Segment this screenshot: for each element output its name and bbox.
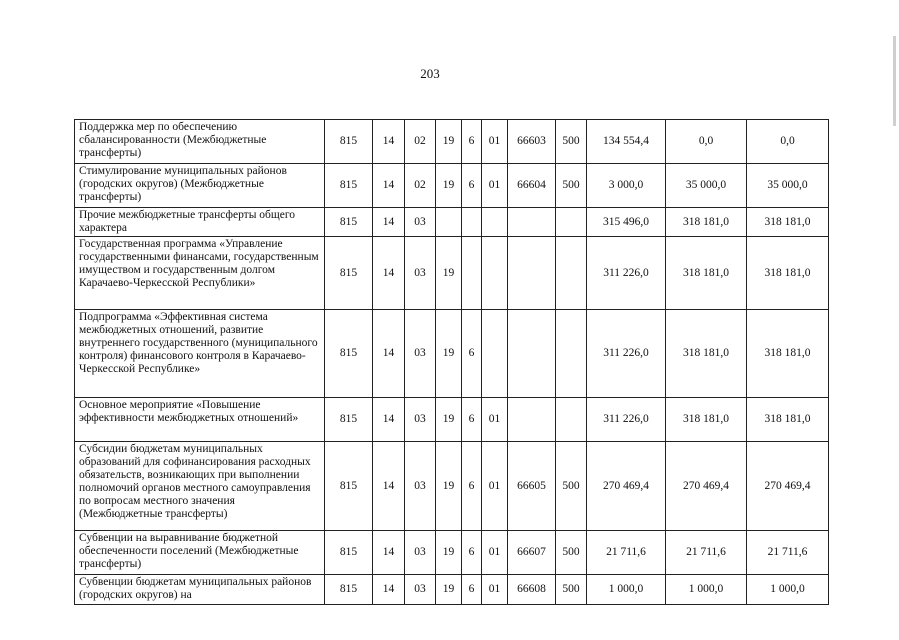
amount-year-3: 1 000,0 xyxy=(747,575,829,605)
code-expense-type: 500 xyxy=(556,575,587,605)
amount-year-3: 0,0 xyxy=(747,120,829,164)
code-subprogram: 6 xyxy=(462,310,482,398)
code-expense-type xyxy=(556,310,587,398)
code-section: 14 xyxy=(373,310,405,398)
code-program: 19 xyxy=(436,237,462,310)
code-section: 14 xyxy=(373,531,405,575)
code-ministry: 815 xyxy=(325,310,373,398)
code-program xyxy=(436,208,462,237)
code-direction xyxy=(508,237,556,310)
row-name: Основное мероприятие «Повышение эффективности межбюджетных отношений» xyxy=(75,398,325,442)
code-subprogram: 6 xyxy=(462,531,482,575)
amount-year-3: 318 181,0 xyxy=(747,208,829,237)
code-direction: 66605 xyxy=(508,442,556,531)
code-direction xyxy=(508,208,556,237)
budget-table xyxy=(74,119,829,605)
page-number: 203 xyxy=(420,66,440,81)
code-expense-type: 500 xyxy=(556,442,587,531)
amount-year-1: 311 226,0 xyxy=(587,310,666,398)
row-name: Государственная программа «Управление государственными финансами, государственным имуществом и государственным долгом Карачаево-Черкесской Республики» xyxy=(75,237,325,310)
amount-year-1: 134 554,4 xyxy=(587,120,666,164)
code-ministry: 815 xyxy=(325,164,373,208)
amount-year-2: 21 711,6 xyxy=(666,531,747,575)
code-section: 14 xyxy=(373,208,405,237)
amount-year-3: 318 181,0 xyxy=(747,310,829,398)
code-direction: 66608 xyxy=(508,575,556,605)
code-subprogram: 6 xyxy=(462,398,482,442)
code-ministry: 815 xyxy=(325,398,373,442)
code-section: 14 xyxy=(373,164,405,208)
row-name: Субсидии бюджетам муниципальных образований для софинансирования расходных обязательств, возникающих при выполнении полномочий органов местного самоуправления по вопросам местного значения (Межбюджетные трансферты) xyxy=(75,442,325,531)
amount-year-3: 21 711,6 xyxy=(747,531,829,575)
code-direction: 66607 xyxy=(508,531,556,575)
code-program: 19 xyxy=(436,120,462,164)
code-expense-type: 500 xyxy=(556,531,587,575)
code-event: 01 xyxy=(482,531,508,575)
table-row xyxy=(75,208,829,237)
table-body xyxy=(75,120,829,605)
code-program: 19 xyxy=(436,531,462,575)
row-name: Субвенции на выравнивание бюджетной обеспеченности поселений (Межбюджетные трансферты) xyxy=(75,531,325,575)
table-row xyxy=(75,237,829,310)
amount-year-1: 270 469,4 xyxy=(587,442,666,531)
amount-year-3: 318 181,0 xyxy=(747,398,829,442)
code-ministry: 815 xyxy=(325,575,373,605)
code-program: 19 xyxy=(436,442,462,531)
code-subsection: 03 xyxy=(405,575,436,605)
table-row xyxy=(75,531,829,575)
code-subprogram: 6 xyxy=(462,164,482,208)
code-event: 01 xyxy=(482,120,508,164)
amount-year-1: 1 000,0 xyxy=(587,575,666,605)
table-row xyxy=(75,120,829,164)
code-subsection: 03 xyxy=(405,310,436,398)
code-subsection: 03 xyxy=(405,237,436,310)
code-direction xyxy=(508,398,556,442)
amount-year-2: 0,0 xyxy=(666,120,747,164)
row-name: Стимулирование муниципальных районов (городских округов) (Межбюджетные трансферты) xyxy=(75,164,325,208)
code-event xyxy=(482,237,508,310)
amount-year-2: 318 181,0 xyxy=(666,398,747,442)
amount-year-1: 3 000,0 xyxy=(587,164,666,208)
code-section: 14 xyxy=(373,237,405,310)
amount-year-2: 318 181,0 xyxy=(666,237,747,310)
row-name: Подпрограмма «Эффективная система межбюджетных отношений, развитие внутреннего государственного (муниципального контроля) финансового контроля в Карачаево-Черкесской Республике» xyxy=(75,310,325,398)
amount-year-3: 318 181,0 xyxy=(747,237,829,310)
code-subprogram: 6 xyxy=(462,442,482,531)
code-section: 14 xyxy=(373,575,405,605)
amount-year-1: 21 711,6 xyxy=(587,531,666,575)
code-program: 19 xyxy=(436,398,462,442)
code-ministry: 815 xyxy=(325,531,373,575)
code-subsection: 02 xyxy=(405,164,436,208)
code-event: 01 xyxy=(482,164,508,208)
amount-year-3: 270 469,4 xyxy=(747,442,829,531)
amount-year-2: 318 181,0 xyxy=(666,310,747,398)
amount-year-2: 318 181,0 xyxy=(666,208,747,237)
row-name: Прочие межбюджетные трансферты общего характера xyxy=(75,208,325,237)
code-section: 14 xyxy=(373,398,405,442)
code-expense-type xyxy=(556,398,587,442)
table-row xyxy=(75,164,829,208)
code-subsection: 03 xyxy=(405,531,436,575)
code-direction: 66604 xyxy=(508,164,556,208)
code-ministry: 815 xyxy=(325,120,373,164)
code-expense-type: 500 xyxy=(556,120,587,164)
code-program: 19 xyxy=(436,310,462,398)
code-program: 19 xyxy=(436,575,462,605)
code-event: 01 xyxy=(482,398,508,442)
code-subsection: 03 xyxy=(405,398,436,442)
code-event: 01 xyxy=(482,442,508,531)
code-direction xyxy=(508,310,556,398)
code-subsection: 03 xyxy=(405,208,436,237)
code-section: 14 xyxy=(373,120,405,164)
code-ministry: 815 xyxy=(325,237,373,310)
code-ministry: 815 xyxy=(325,208,373,237)
code-subsection: 03 xyxy=(405,442,436,531)
row-name: Поддержка мер по обеспечению сбалансированности (Межбюджетные трансферты) xyxy=(75,120,325,164)
code-event xyxy=(482,208,508,237)
code-expense-type: 500 xyxy=(556,164,587,208)
code-ministry: 815 xyxy=(325,442,373,531)
amount-year-2: 1 000,0 xyxy=(666,575,747,605)
table-row xyxy=(75,398,829,442)
table-row xyxy=(75,310,829,398)
code-section: 14 xyxy=(373,442,405,531)
row-name: Субвенции бюджетам муниципальных районов (городских округов) на xyxy=(75,575,325,605)
code-program: 19 xyxy=(436,164,462,208)
table-row xyxy=(75,442,829,531)
amount-year-2: 35 000,0 xyxy=(666,164,747,208)
code-event xyxy=(482,310,508,398)
amount-year-1: 311 226,0 xyxy=(587,237,666,310)
table-row xyxy=(75,575,829,605)
amount-year-1: 311 226,0 xyxy=(587,398,666,442)
code-subprogram xyxy=(462,237,482,310)
amount-year-3: 35 000,0 xyxy=(747,164,829,208)
amount-year-2: 270 469,4 xyxy=(666,442,747,531)
code-expense-type xyxy=(556,208,587,237)
code-subsection: 02 xyxy=(405,120,436,164)
code-subprogram: 6 xyxy=(462,120,482,164)
code-direction: 66603 xyxy=(508,120,556,164)
code-expense-type xyxy=(556,237,587,310)
scan-edge-mark xyxy=(893,36,896,126)
amount-year-1: 315 496,0 xyxy=(587,208,666,237)
code-subprogram: 6 xyxy=(462,575,482,605)
code-event: 01 xyxy=(482,575,508,605)
code-subprogram xyxy=(462,208,482,237)
